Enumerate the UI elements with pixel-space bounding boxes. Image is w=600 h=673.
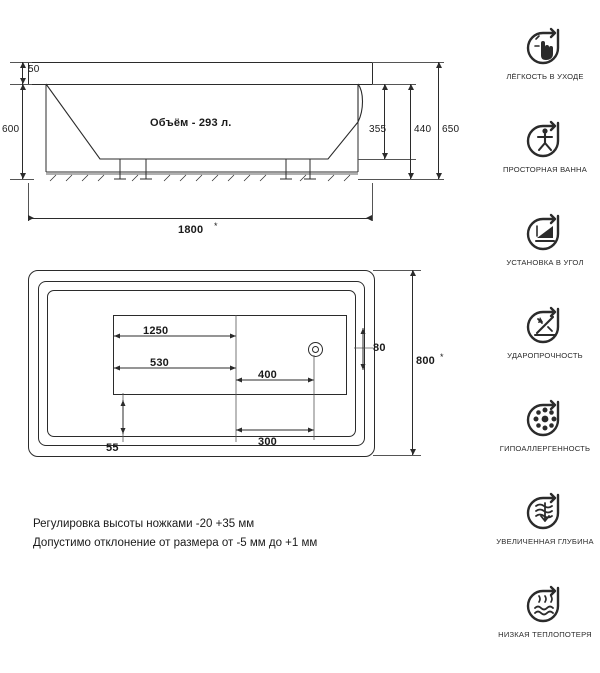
feature-label: ГИПОАЛЛЕРГЕННОСТЬ: [499, 444, 591, 453]
feature-item: [490, 394, 600, 487]
dim-80-label: 80: [373, 342, 386, 354]
feature-label: ЛЁГКОСТЬ В УХОДЕ: [506, 72, 584, 81]
note-line-2: Допустимо отклонение от размера от -5 мм до +1 мм: [33, 537, 318, 549]
dim-55-label: 55: [106, 442, 119, 454]
plan-internal-dim-lines: [28, 270, 373, 455]
feature-label: УДАРОПРОЧНОСТЬ: [507, 351, 583, 360]
dim-1800-asterisk: *: [214, 221, 218, 231]
dim-800-label: 800: [416, 355, 435, 367]
feature-item: [490, 580, 600, 673]
dim-530-label: 530: [150, 357, 169, 369]
note-line-1: Регулировка высоты ножками -20 +35 мм: [33, 518, 255, 530]
dim-1250-label: 1250: [143, 325, 169, 337]
volume-label: Объём - 293 л.: [150, 117, 232, 129]
dim-50-label: 50: [28, 64, 40, 75]
side-view-drawing: [28, 62, 373, 182]
dim-400-label: 400: [258, 369, 277, 381]
feature-item: [490, 22, 600, 115]
person-in-bath-icon: [522, 115, 568, 161]
depth-arrows-icon: [522, 487, 568, 533]
low-heat-loss-icon: [522, 580, 568, 626]
plan-view-drawing: [28, 270, 386, 455]
flower-hypoallergenic-icon: [522, 394, 568, 440]
dim-800-asterisk: *: [440, 352, 444, 362]
hand-touch-icon: [522, 22, 568, 68]
dim-440-label: 440: [414, 124, 432, 135]
feature-label: УВЕЛИЧЕННАЯ ГЛУБИНА: [496, 537, 594, 546]
dim-355-label: 355: [369, 124, 387, 135]
feature-item: [490, 208, 600, 301]
feature-label: НИЗКАЯ ТЕПЛОПОТЕРЯ: [498, 630, 592, 639]
feature-list: [490, 22, 600, 673]
feature-label: ПРОСТОРНАЯ ВАННА: [502, 165, 588, 174]
dim-600-label: 600: [2, 124, 20, 135]
feature-item: [490, 301, 600, 394]
corner-install-icon: [522, 208, 568, 254]
dim-650-label: 650: [442, 124, 460, 135]
impact-resistance-icon: [522, 301, 568, 347]
notes-block: [33, 515, 317, 553]
dim-1800-label: 1800: [178, 224, 204, 236]
feature-label: УСТАНОВКА В УГОЛ: [506, 258, 584, 267]
feature-item: [490, 115, 600, 208]
dim-300-label: 300: [258, 436, 277, 448]
feature-item: [490, 487, 600, 580]
